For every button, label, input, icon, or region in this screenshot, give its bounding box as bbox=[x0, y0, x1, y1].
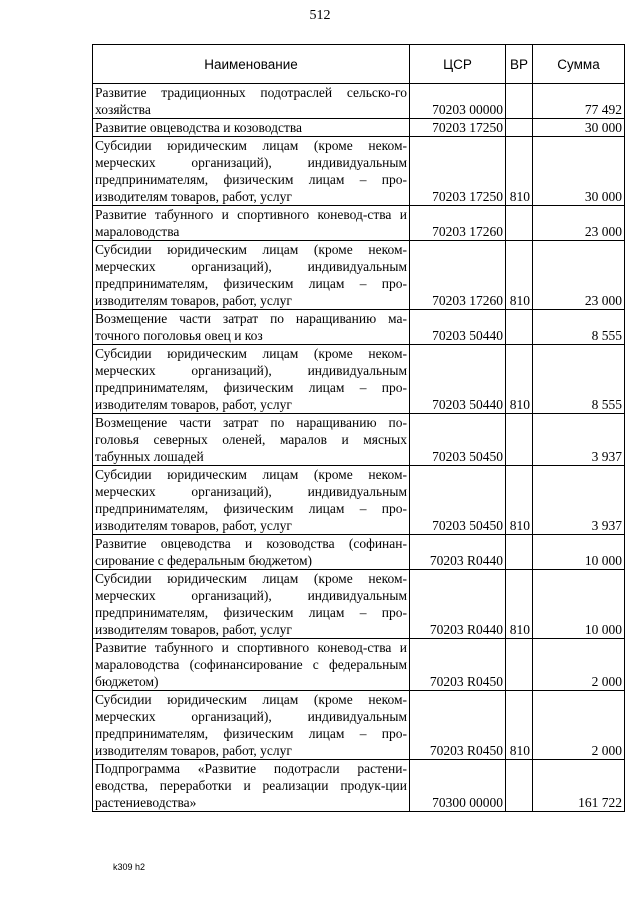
cell-sum: 161 722 bbox=[533, 760, 625, 812]
table-row bbox=[93, 639, 625, 691]
cell-name: Развитие традиционных подотраслей сельско-го хозяйства bbox=[93, 84, 410, 119]
cell-name: Субсидии юридическим лицам (кроме неком-мерческих организаций), индивидуальным предпринимателям, физическим лицам – про-изводителям товаров, работ, услуг bbox=[93, 345, 410, 414]
table-header-row bbox=[93, 45, 625, 84]
cell-csr: 70203 17260 bbox=[410, 206, 506, 241]
cell-name: Субсидии юридическим лицам (кроме неком-мерческих организаций), индивидуальным предпринимателям, физическим лицам – про-изводителям товаров, работ, услуг bbox=[93, 137, 410, 206]
cell-csr: 70203 R0450 bbox=[410, 639, 506, 691]
table-row bbox=[93, 345, 625, 414]
table-row bbox=[93, 570, 625, 639]
cell-vr bbox=[506, 119, 533, 137]
cell-name: Развитие табунного и спортивного коневод-ства и мараловодства (софинансирование с федеральным бюджетом) bbox=[93, 639, 410, 691]
table-row bbox=[93, 84, 625, 119]
table-row bbox=[93, 466, 625, 535]
cell-csr: 70203 17250 bbox=[410, 137, 506, 206]
cell-sum: 3 937 bbox=[533, 466, 625, 535]
footer-code: k309 h2 bbox=[113, 862, 146, 872]
header-sum: Сумма bbox=[533, 45, 625, 84]
table-row bbox=[93, 206, 625, 241]
cell-csr: 70203 50450 bbox=[410, 466, 506, 535]
cell-name: Возмещение части затрат по наращиванию по-головья северных оленей, маралов и мясных табунных лошадей bbox=[93, 414, 410, 466]
cell-sum: 10 000 bbox=[533, 535, 625, 570]
cell-sum: 23 000 bbox=[533, 241, 625, 310]
table-row bbox=[93, 760, 625, 812]
cell-vr: 810 bbox=[506, 345, 533, 414]
cell-vr: 810 bbox=[506, 691, 533, 760]
cell-name: Субсидии юридическим лицам (кроме неком-мерческих организаций), индивидуальным предпринимателям, физическим лицам – про-изводителям товаров, работ, услуг bbox=[93, 570, 410, 639]
cell-sum: 3 937 bbox=[533, 414, 625, 466]
table-row bbox=[93, 119, 625, 137]
cell-sum: 23 000 bbox=[533, 206, 625, 241]
cell-csr: 70203 R0440 bbox=[410, 535, 506, 570]
budget-table bbox=[92, 44, 625, 812]
cell-sum: 8 555 bbox=[533, 310, 625, 345]
cell-csr: 70203 17250 bbox=[410, 119, 506, 137]
cell-name: Развитие табунного и спортивного коневод-ства и мараловодства bbox=[93, 206, 410, 241]
cell-vr: 810 bbox=[506, 241, 533, 310]
cell-name: Субсидии юридическим лицам (кроме неком-мерческих организаций), индивидуальным предпринимателям, физическим лицам – про-изводителям товаров, работ, услуг bbox=[93, 466, 410, 535]
table-row bbox=[93, 310, 625, 345]
cell-csr: 70203 50450 bbox=[410, 414, 506, 466]
cell-name: Подпрограмма «Развитие подотрасли растени-еводства, переработки и реализации продук-ции растениеводства» bbox=[93, 760, 410, 812]
cell-csr: 70203 50440 bbox=[410, 345, 506, 414]
cell-vr bbox=[506, 206, 533, 241]
page-number: 512 bbox=[309, 8, 331, 23]
cell-vr: 810 bbox=[506, 466, 533, 535]
cell-name: Субсидии юридическим лицам (кроме неком-мерческих организаций), индивидуальным предпринимателям, физическим лицам – про-изводителям товаров, работ, услуг bbox=[93, 241, 410, 310]
cell-name: Возмещение части затрат по наращиванию ма-точного поголовья овец и коз bbox=[93, 310, 410, 345]
cell-vr bbox=[506, 310, 533, 345]
cell-sum: 8 555 bbox=[533, 345, 625, 414]
cell-csr: 70203 R0450 bbox=[410, 691, 506, 760]
cell-sum: 10 000 bbox=[533, 570, 625, 639]
cell-sum: 2 000 bbox=[533, 639, 625, 691]
header-vr: ВР bbox=[506, 45, 533, 84]
cell-sum: 30 000 bbox=[533, 119, 625, 137]
header-name: Наименование bbox=[93, 45, 410, 84]
cell-csr: 70203 17260 bbox=[410, 241, 506, 310]
cell-sum: 77 492 bbox=[533, 84, 625, 119]
table-row bbox=[93, 691, 625, 760]
table-row bbox=[93, 241, 625, 310]
cell-sum: 30 000 bbox=[533, 137, 625, 206]
table-row bbox=[93, 535, 625, 570]
cell-csr: 70300 00000 bbox=[410, 760, 506, 812]
cell-vr bbox=[506, 84, 533, 119]
cell-vr bbox=[506, 535, 533, 570]
cell-name: Развитие овцеводства и козоводства bbox=[93, 119, 410, 137]
header-csr: ЦСР bbox=[410, 45, 506, 84]
cell-vr bbox=[506, 760, 533, 812]
cell-sum: 2 000 bbox=[533, 691, 625, 760]
table-row bbox=[93, 414, 625, 466]
cell-name: Субсидии юридическим лицам (кроме неком-мерческих организаций), индивидуальным предпринимателям, физическим лицам – про-изводителям товаров, работ, услуг bbox=[93, 691, 410, 760]
cell-vr: 810 bbox=[506, 570, 533, 639]
cell-vr bbox=[506, 414, 533, 466]
cell-vr: 810 bbox=[506, 137, 533, 206]
cell-csr: 70203 R0440 bbox=[410, 570, 506, 639]
cell-name: Развитие овцеводства и козоводства (софинан-сирование с федеральным бюджетом) bbox=[93, 535, 410, 570]
table-row bbox=[93, 137, 625, 206]
cell-vr bbox=[506, 639, 533, 691]
cell-csr: 70203 50440 bbox=[410, 310, 506, 345]
cell-csr: 70203 00000 bbox=[410, 84, 506, 119]
